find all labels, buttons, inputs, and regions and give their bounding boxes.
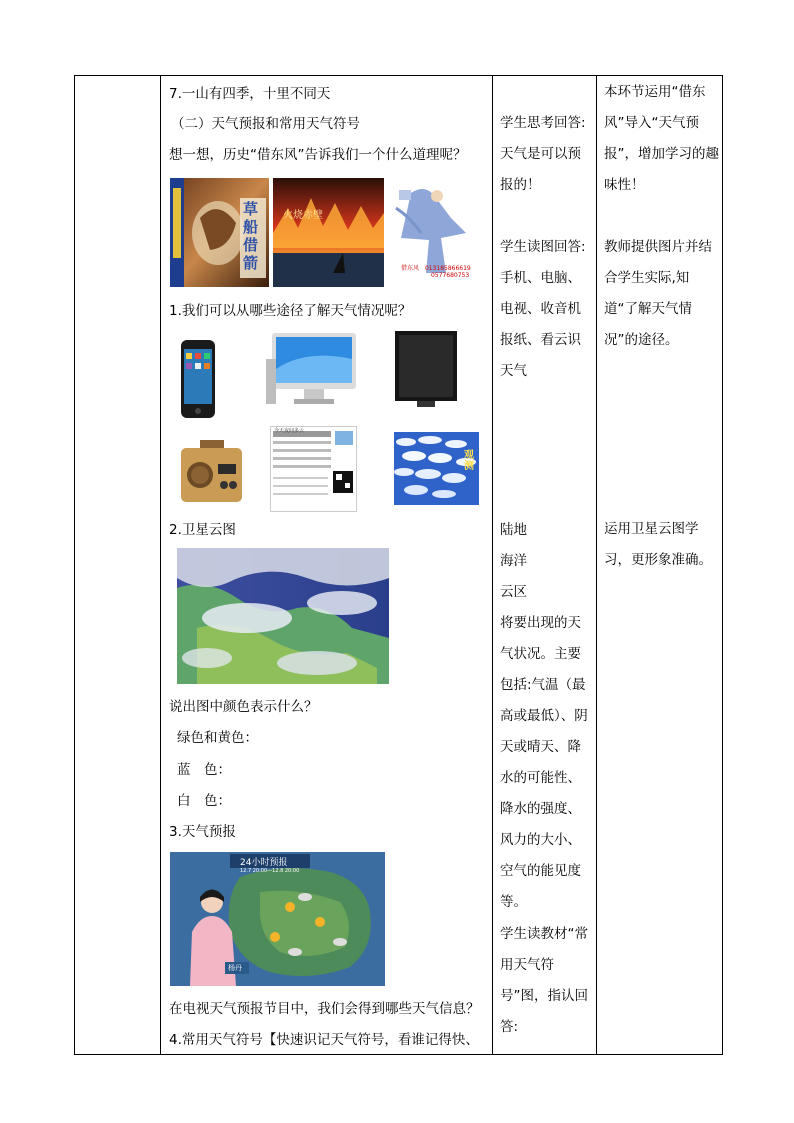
intent-3: 运用卫星云图学习，更形象准确。 bbox=[604, 521, 712, 568]
question-forecast: 3.天气预报 bbox=[169, 824, 236, 840]
color-blue: 蓝 色： bbox=[177, 762, 231, 778]
tv-presenter-name: 杨丹 bbox=[228, 964, 242, 972]
cloud-area-label: 云区 bbox=[500, 584, 527, 600]
computer-image bbox=[266, 329, 362, 409]
question-satellite: 2.卫星云图 bbox=[169, 522, 236, 538]
intent-2: 教师提供图片并结合学生实际,知道“了解天气情况”的途径。 bbox=[604, 239, 712, 348]
student-answer-1: 学生思考回答:天气是可以预报的！ bbox=[500, 115, 586, 193]
student-answer-2: 学生读图回答:手机、电脑、电视、收音机报纸、看云识天气 bbox=[500, 239, 586, 379]
blank-column bbox=[75, 76, 161, 1055]
student-read-textbook: 学生读教材“常用天气符号”图，指认回答: bbox=[500, 926, 588, 1035]
tv-forecast-image bbox=[170, 852, 385, 986]
question-symbols: 4.常用天气符号【快速识记天气符号，看谁记得快、 bbox=[169, 1032, 479, 1048]
color-white: 白 色： bbox=[177, 793, 231, 809]
teaching-content-column bbox=[161, 76, 493, 1055]
question-borrow-wind: 想一想，历史“借东风”告诉我们一个什么道理呢？ bbox=[169, 147, 467, 163]
lesson-table bbox=[74, 75, 723, 1055]
newspaper-text: 今天夜间多云 bbox=[274, 428, 305, 434]
question-tv-info: 在电视天气预报节目中，我们会得到哪些天气信息？ bbox=[169, 1001, 480, 1017]
poster-1-title: 草船借箭 bbox=[243, 200, 259, 272]
heading-7: 7.一山有四季，十里不同天 bbox=[169, 86, 331, 102]
radio-image bbox=[180, 438, 243, 504]
poster-3-name: 借东风 bbox=[401, 265, 420, 272]
tv-forecast-date: 12.7 20:00—12.8 20:00 bbox=[240, 868, 300, 874]
color-question: 说出图中颜色表示什么？ bbox=[169, 699, 318, 715]
ocean-label: 海洋 bbox=[500, 553, 527, 569]
tv-image bbox=[393, 329, 459, 410]
design-intent-column bbox=[597, 76, 723, 1055]
forecast-content-answer: 将要出现的天气状况。主要包括:气温（最高或最低）、阴天或晴天、降水的可能性、降水的强度、风力的大小、空气的能见度等。 bbox=[500, 615, 588, 910]
intent-1: 本环节运用“借东风”导入“天气预报”，增加学习的趣味性！ bbox=[604, 84, 719, 193]
newspaper-image bbox=[270, 426, 357, 512]
poster-image-1 bbox=[170, 178, 269, 287]
phone-image bbox=[180, 339, 216, 419]
cloud-label: 观测 bbox=[464, 450, 474, 472]
question-channels: 1.我们可以从哪些途径了解天气情况呢？ bbox=[169, 303, 412, 319]
land-label: 陆地 bbox=[500, 522, 527, 538]
color-green-yellow: 绿色和黄色： bbox=[177, 730, 258, 746]
poster-2-title: 火烧赤壁 bbox=[283, 210, 323, 221]
student-activity-column bbox=[493, 76, 597, 1055]
poster-3-phone: 013185866619 bbox=[424, 265, 471, 272]
cloud-photo bbox=[394, 432, 479, 505]
poster-3-phone2: 0577680753 bbox=[431, 272, 470, 279]
satellite-cloud-image bbox=[177, 548, 389, 684]
tv-forecast-title: 24小时预报 bbox=[240, 858, 288, 868]
section-title: （二）天气预报和常用天气符号 bbox=[171, 116, 360, 132]
poster-image-3 bbox=[391, 178, 481, 287]
poster-image-2 bbox=[273, 178, 384, 287]
